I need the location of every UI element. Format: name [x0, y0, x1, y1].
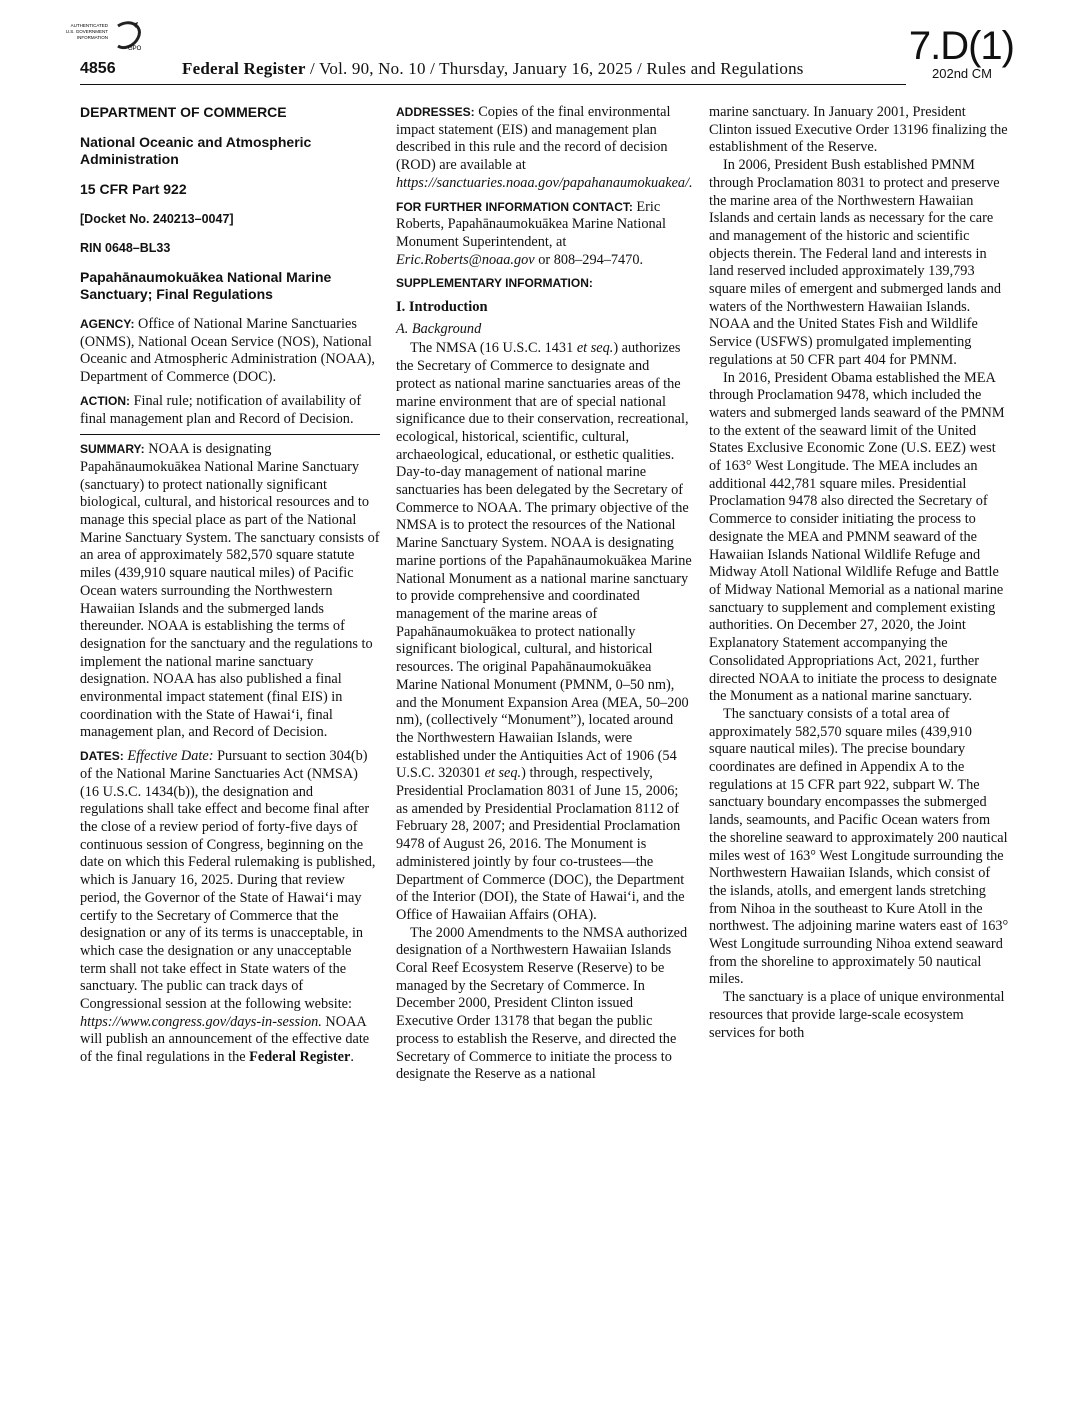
dates-label: DATES:	[80, 749, 124, 764]
body-paragraph	[396, 340, 692, 924]
dates-text-2: NOAA will publish an announcement of the effective date of the final regulations in the	[80, 1013, 370, 1066]
rin-number: RIN 0648–BL33	[80, 241, 171, 255]
action-paragraph	[80, 393, 380, 428]
agency-label: AGENCY:	[80, 317, 135, 331]
contact-label: FOR FURTHER INFORMATION CONTACT:	[396, 199, 633, 214]
logo-line-4: GPO	[128, 46, 142, 52]
running-head	[182, 59, 804, 79]
header-rule	[80, 84, 906, 85]
docket-number: [Docket No. 240213–0047]	[80, 212, 234, 226]
column-1	[80, 104, 380, 1067]
agency-heading: National Oceanic and Atmospheric Administration	[80, 134, 312, 167]
logo-line-3: INFORMATION	[76, 35, 108, 40]
body-text: ) through, respectively, Presidential Proclamation 8031 of June 15, 2006; as amended by Presidential Proclamation 8112 of February 28, 2007; and Presidential Proclamation 9478 of August 26, 2016. The Monument is administered jointly by four co-trustees—the Department of Commerce (DOC), the Department of the Interior (DOI), the State of Hawaiʻi, and the Office of Hawaiian Affairs (OHA).	[396, 765, 685, 923]
body-text: The NMSA (16 U.S.C. 1431	[410, 340, 577, 357]
department-heading: DEPARTMENT OF COMMERCE	[80, 104, 287, 120]
summary-text: NOAA is designating Papahānaumokuākea National Marine Sanctuary (sanctuary) to protect nationally significant biological, cultural, and historical resources and to manage this special place as part of the National Marine Sanctuary System. The sanctuary consists of an area of approximately 582,570 square statute miles (439,910 square nautical miles) of Pacific Ocean waters surrounding the Northwestern Hawaiian Islands and the submerged lands thereunder. NOAA is establishing the terms of designation for the sanctuary and the regulations to implement the national marine sanctuary designation. NOAA has also published a final environmental impact statement (final EIS) in coordination with the State of Hawaiʻi, final management plan, and Record of Decision.	[80, 441, 380, 741]
dates-end: .	[350, 1049, 354, 1066]
addresses-label: ADDRESSES:	[396, 105, 475, 119]
logo-line-1: AUTHENTICATED	[70, 23, 108, 28]
addresses-text: Copies of the final environmental impact statement (EIS) and management plan described in this rule and the record of decision (ROD) are available at	[396, 104, 671, 174]
logo-line-2: U.S. GOVERNMENT	[65, 29, 108, 34]
page-number: 4856	[80, 60, 116, 77]
contact-text: Eric Roberts, Papahānaumokuākea Marine National Monument Superintendent, at	[396, 198, 666, 250]
column-3	[709, 104, 1010, 1042]
dates-effective-label: Effective Date:	[123, 748, 214, 765]
agency-paragraph	[80, 316, 380, 387]
addresses-paragraph	[396, 104, 692, 193]
rule-title: Papahānaumokuākea National Marine Sanctuary; Final Regulations	[80, 269, 332, 302]
issue-info: / Vol. 90, No. 10 / Thursday, January 16, 2025 / Rules and Regulations	[305, 59, 804, 78]
body-italic: et seq.	[484, 765, 522, 782]
column-2	[396, 104, 692, 1084]
body-paragraph: The sanctuary consists of a total area of approximately 582,570 square miles (439,910 square nautical miles). The precise boundary coordinates are defined in Appendix A to the regulations at 15 CFR part 922, subpart W. The sanctuary boundary encompasses the submerged lands, seamounts, and Pacific Ocean waters from the shoreline seaward to approximately 200 nautical miles west of 163° West Longitude surrounding the Northwestern Hawaiian Islands, which consist of the islands, atolls, and emergent lands stretching from Nihoa in the southeast to Kure Atoll in the northwest. The adjoining marine waters east of 163° West Longitude surrounding Nihoa extend seaward from the shoreline to approximately 50 nautical miles.	[709, 705, 1009, 988]
summary-paragraph	[80, 441, 380, 742]
dates-paragraph	[80, 748, 380, 1067]
agenda-stamp	[906, 26, 1014, 86]
action-text: Final rule; notification of availability of final management plan and Record of Decision.	[80, 392, 362, 427]
congress-link[interactable]: https://www.congress.gov/days-in-session.	[80, 1013, 322, 1030]
body-italic: et seq.	[576, 340, 614, 357]
body-paragraph: In 2006, President Bush established PMNM through Proclamation 8031 to protect and preserve the marine area of the Northwestern Hawaiian Islands and certain lands as necessary for the care and management of the historic and scientific objects therein. The Federal land and interests in land reserved included approximately 139,793 square miles of emergent and submerged lands and waters of the Northwestern Hawaiian Islands. NOAA and the United States Fish and Wildlife Service (USFWS) promulgated implementing regulations at 50 CFR part 404 for PMNM.	[709, 157, 1002, 368]
cfr-part-heading: 15 CFR Part 922	[80, 181, 187, 197]
dates-text: Pursuant to section 304(b) of the National Marine Sanctuaries Act (NMSA) (16 U.S.C. 1434(b)), the designation and regulations shall take effect and become final after the close of a review period of forty-five days of continuous session of Congress, beginning on the date on which this Federal rulemaking is published, which is January 16, 2025. During that review period, the Governor of the State of Hawaiʻi may certify to the Secretary of Commerce that the designation or any of its terms is unacceptable, in which case the designation or any unacceptable term shall not take effect in State waters of the sanctuary. The public can track days of Congressional session at the following website:	[80, 748, 376, 1013]
federal-register-ref: Federal Register	[249, 1049, 351, 1066]
action-label: ACTION:	[80, 393, 130, 408]
stamp-code: 7.D(1)	[908, 24, 1014, 68]
body-text: ) authorizes the Secretary of Commerce to designate and protect as national marine sanctuaries areas of the marine environment that are of special national significance due to their conservation, recreational, ecological, historical, scientific, cultural, archaeological, educational, or esthetic qualities. Day-to-day management of national marine sanctuaries has been delegated by the Secretary of Commerce to NOAA. The primary objective of the NMSA is to protect the resources of the National Marine Sanctuary System. NOAA is designating marine portions of the Papahānaumokuākea Marine National Monument as a national marine sanctuary to provide comprehensive and coordinated management of the marine areas of Papahānaumokuākea to protect nationally significant biological, cultural, and historical resources. The original Papahānaumokuākea Marine National Monument (PMNM, 0–50 nm), and the Monument Expansion Area (MEA, 50–200 nm), (collectively “Monument”), located around the Northwestern Hawaiian Islands, were established under the Antiquities Act of 1906 (54 U.S.C. 320301	[396, 340, 692, 782]
journal-title: Federal Register	[182, 59, 306, 78]
body-paragraph: The 2000 Amendments to the NMSA authorized designation of a Northwestern Hawaiian Islands Coral Reef Ecosystem Reserve (Reserve) to be managed by the Secretary of Commerce. In December 2000, President Clinton issued Executive Order 13178 that began the public process to establish the Reserve, and directed the Secretary of Commerce to initiate the process to designate the Reserve as a national	[396, 924, 688, 1083]
contact-email-link[interactable]: Eric.Roberts@noaa.gov	[396, 251, 535, 268]
body-paragraph: The sanctuary is a place of unique environmental resources that provide large-scale ecosystem services for both	[709, 989, 1005, 1041]
contact-paragraph	[396, 199, 692, 270]
stamp-subtext: 202nd CM	[932, 66, 992, 81]
agency-text: Office of National Marine Sanctuaries (ONMS), National Ocean Service (NOS), National Oceanic and Atmospheric Administration (NOAA), Department of Commerce (DOC).	[80, 316, 376, 386]
body-paragraph: marine sanctuary. In January 2001, President Clinton issued Executive Order 13196 finalizing the establishment of the Reserve.	[709, 104, 1008, 156]
section-heading: I. Introduction	[396, 299, 488, 316]
gpo-authenticated-logo	[65, 20, 148, 54]
summary-label: SUMMARY:	[80, 442, 145, 457]
supplementary-label: SUPPLEMENTARY INFORMATION:	[396, 276, 593, 291]
subsection-heading: A. Background	[396, 320, 482, 337]
sanctuary-link[interactable]: https://sanctuaries.noaa.gov/papahanaumokuakea/.	[396, 174, 693, 191]
contact-phone: or 808–294–7470.	[534, 251, 644, 268]
body-paragraph: In 2016, President Obama established the MEA through Proclamation 9478, which included the waters and submerged lands seaward of the PMNM to the extent of the seaward limit of the United States Exclusive Economic Zone (U.S. EEZ) west of 163° West Longitude. The MEA includes an additional 442,781 square miles. Presidential Proclamation 9478 also directed the Secretary of Commerce to consider initiating the process to designate the MEA and PMNM seaward of the Hawaiian Islands National Wildlife Refuge and Midway Atoll National Wildlife Refuge and Battle of Midway National Memorial as a national marine sanctuary to supplement and complement existing authorities. On December 27, 2020, the Joint Explanatory Statement accompanying the Consolidated Appropriations Act, 2021, further directed NOAA to initiate the process to designate the Monument as a national marine sanctuary.	[709, 369, 1005, 705]
section-divider	[80, 434, 380, 435]
